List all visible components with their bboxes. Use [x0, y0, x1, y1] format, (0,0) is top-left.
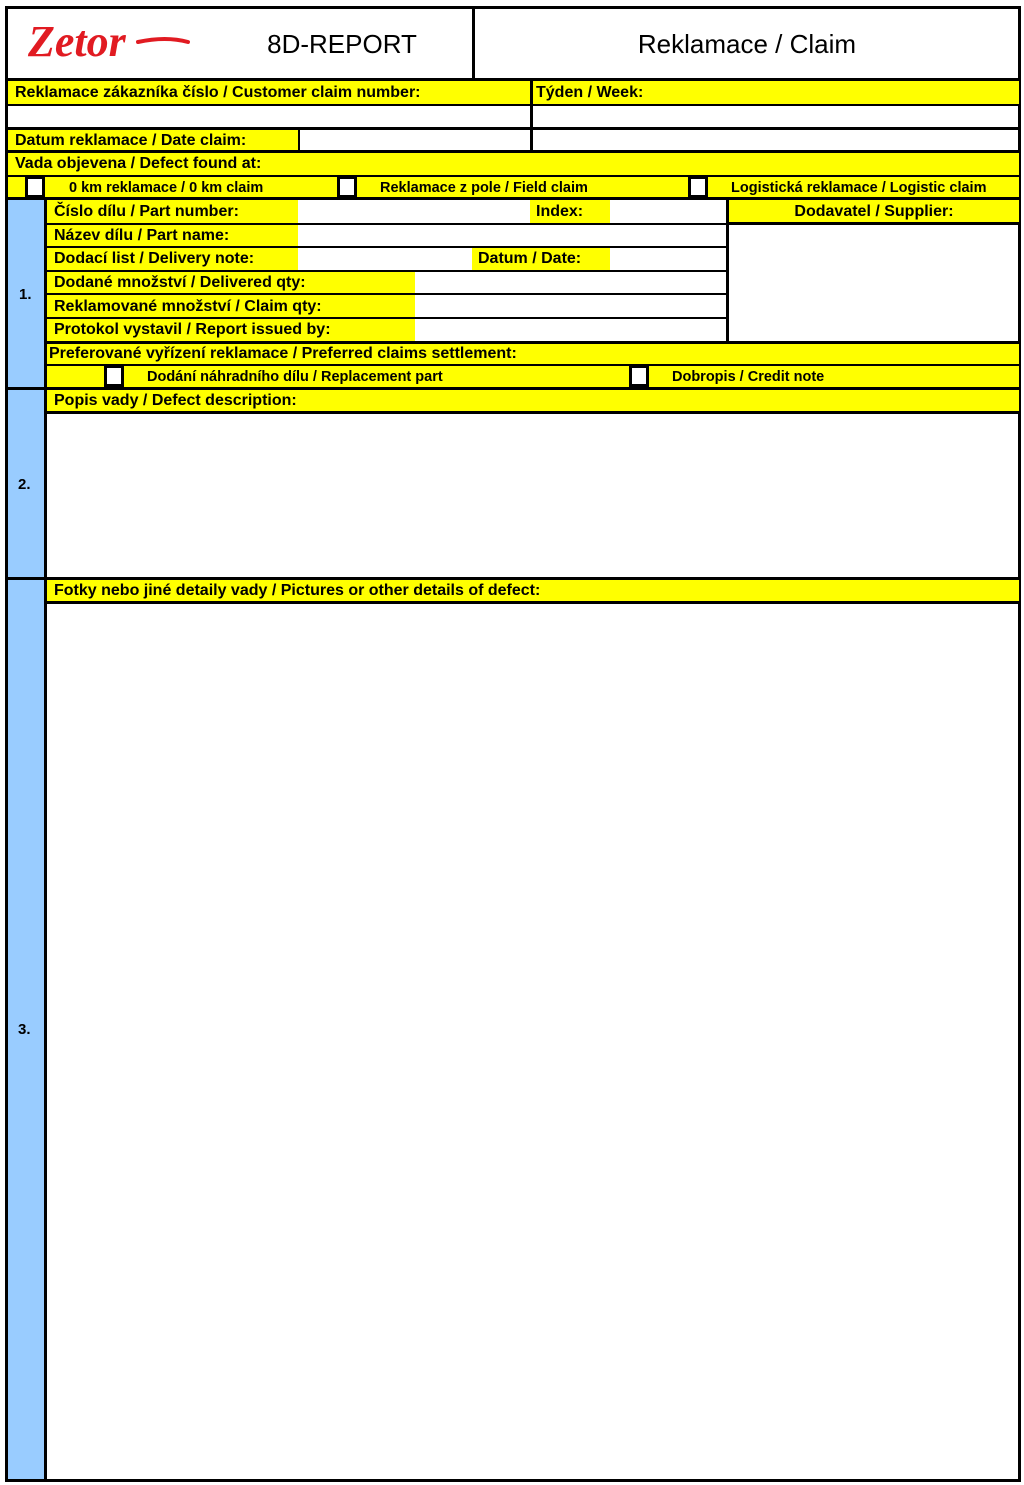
date-field[interactable] — [612, 248, 726, 270]
logo-text: Zetor — [28, 18, 126, 66]
claim-title: Reklamace / Claim — [637, 29, 857, 59]
delivered-qty-label: Dodané množství / Delivered qty: — [54, 274, 306, 291]
week-field[interactable] — [534, 106, 1019, 127]
part-name-label: Název dílu / Part name: — [54, 227, 230, 244]
part-number-label: Číslo dílu / Part number: — [54, 203, 239, 220]
claim-number-field[interactable] — [8, 106, 530, 127]
pictures-field[interactable] — [47, 604, 1019, 1479]
report-title: 8D-REPORT — [267, 29, 417, 59]
supplier-field[interactable] — [729, 225, 1019, 341]
index-field[interactable] — [612, 200, 726, 223]
date-label: Datum / Date: — [478, 250, 582, 267]
settlement-label: Preferované vyřízení reklamace / Preferred claims settlement: — [49, 345, 517, 362]
zero-km-option-label: 0 km reklamace / 0 km claim — [69, 180, 264, 196]
defect-description-label: Popis vady / Defect description: — [54, 392, 297, 409]
section-2-number: 2. — [18, 476, 31, 493]
logistic-claim-checkbox[interactable] — [688, 176, 708, 198]
report-issued-field[interactable] — [417, 319, 726, 341]
claim-number-label: Reklamace zákazníka číslo / Customer claim number: — [15, 84, 421, 101]
part-name-field[interactable] — [300, 225, 726, 246]
logo — [26, 18, 196, 70]
delivery-note-field[interactable] — [300, 248, 472, 270]
date-claim-field[interactable] — [300, 130, 530, 151]
credit-note-checkbox[interactable] — [629, 365, 649, 387]
delivered-qty-extension — [298, 270, 415, 294]
zero-km-checkbox[interactable] — [25, 176, 45, 198]
replacement-part-option-label: Dodání náhradního dílu / Replacement part — [147, 369, 443, 385]
claim-qty-label: Reklamované množství / Claim qty: — [54, 298, 322, 315]
part-number-field[interactable] — [300, 200, 530, 223]
index-label: Index: — [536, 203, 584, 220]
logistic-claim-option-label: Logistická reklamace / Logistic claim — [731, 180, 987, 196]
field-claim-checkbox[interactable] — [337, 176, 357, 198]
replacement-part-checkbox[interactable] — [104, 365, 124, 387]
credit-note-option-label: Dobropis / Credit note — [672, 369, 825, 385]
report-issued-label: Protokol vystavil / Report issued by: — [54, 321, 331, 338]
section-3-number: 3. — [18, 1021, 31, 1038]
field-claim-option-label: Reklamace z pole / Field claim — [380, 180, 588, 196]
section-1-number: 1. — [19, 286, 32, 303]
claim-qty-field[interactable] — [417, 295, 726, 317]
delivered-qty-field[interactable] — [417, 272, 726, 293]
week-label: Týden / Week: — [536, 84, 644, 101]
pictures-label: Fotky nebo jiné detaily vady / Pictures or other details of defect: — [54, 582, 541, 599]
delivery-note-label: Dodací list / Delivery note: — [54, 250, 255, 267]
defect-found-label: Vada objevena / Defect found at: — [15, 155, 262, 172]
supplier-label: Dodavatel / Supplier: — [794, 203, 954, 220]
date-claim-label: Datum reklamace / Date claim: — [15, 132, 247, 149]
defect-description-field[interactable] — [47, 414, 1019, 577]
